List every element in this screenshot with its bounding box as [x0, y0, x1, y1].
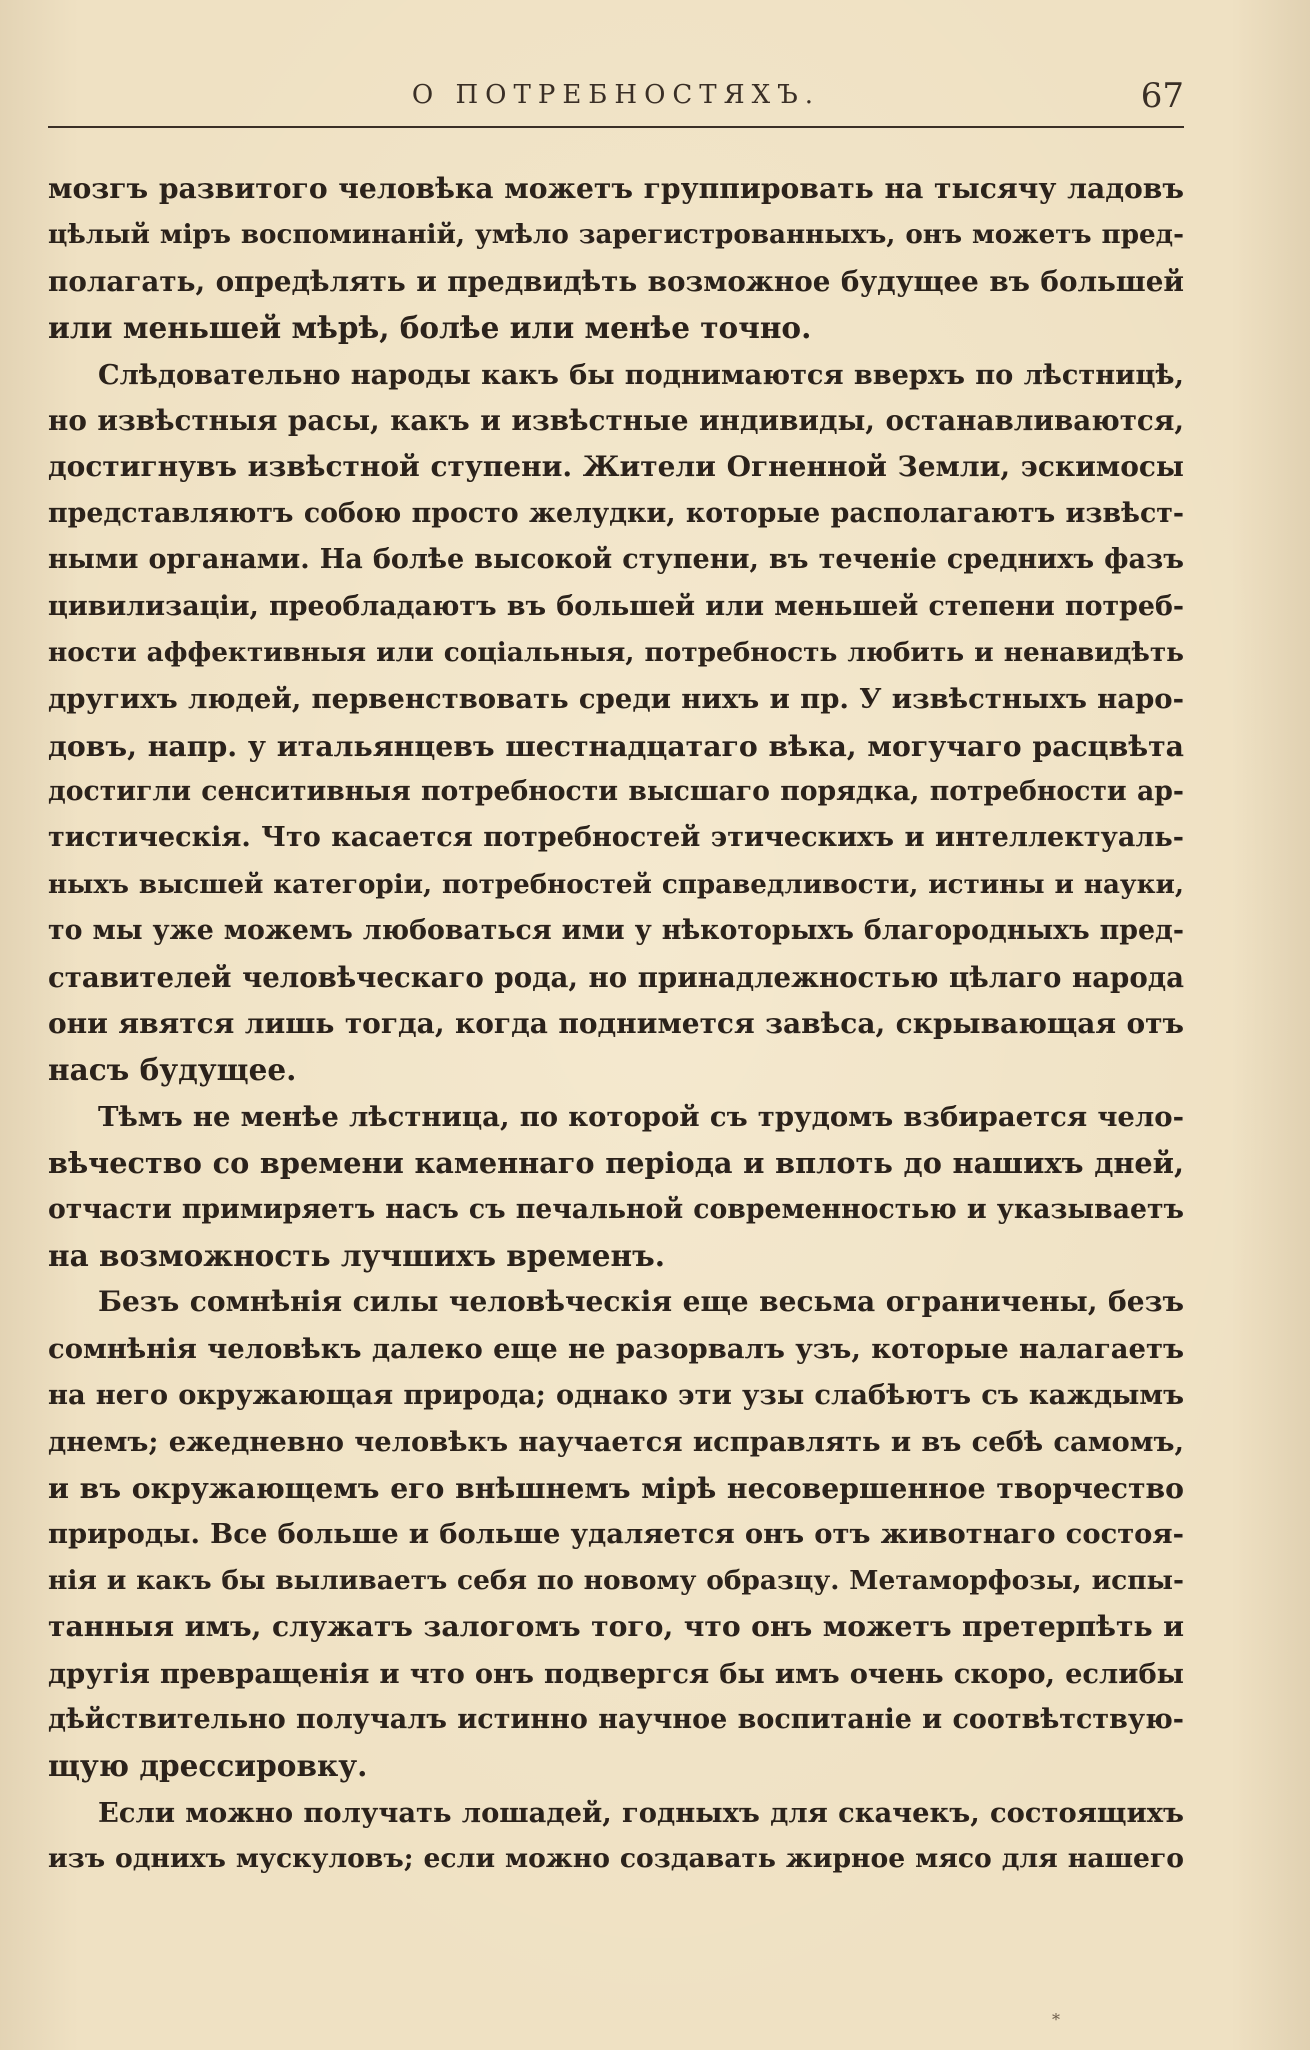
text-line: другихъ людей, первенствовать среди нихъ и пр. У извѣстныхъ наро-	[48, 683, 1184, 716]
text-line: нія и какъ бы выливаетъ себя по новому образцу. Метаморфозы, испы-	[48, 1564, 1184, 1596]
body-text	[48, 166, 1184, 1882]
text-line: дѣйствительно получалъ истинно научное воспитаніе и соотвѣтствую-	[48, 1703, 1184, 1735]
paragraph-4	[48, 1279, 1184, 1789]
text-line: представляютъ собою просто желудки, которые располагаютъ извѣст-	[48, 497, 1184, 529]
running-head-title: О ПОТРЕБНОСТЯХЪ.	[411, 80, 821, 110]
footer-mark: *	[1052, 2010, 1060, 2029]
text-line: на него окружающая природа; однако эти узы слабѣютъ съ каждымъ	[48, 1379, 1184, 1412]
text-line: Слѣдовательно народы какъ бы поднимаются вверхъ по лѣстницѣ,	[98, 358, 1184, 391]
text-line: изъ однихъ мускуловъ; если можно создавать жирное мясо для нашего	[48, 1843, 1184, 1875]
paragraph-1	[48, 166, 1184, 352]
text-line: ныхъ высшей категоріи, потребностей справедливости, истины и науки,	[48, 868, 1184, 900]
running-head	[48, 76, 1184, 126]
paragraph-3	[48, 1094, 1184, 1280]
text-line: Если можно получать лошадей, годныхъ для скачекъ, состоящихъ	[98, 1796, 1184, 1829]
text-line: или меньшей мѣрѣ, болѣе или менѣе точно.	[48, 310, 812, 346]
text-line: вѣчество со времени каменнаго періода и вплоть до нашихъ дней,	[48, 1146, 1184, 1181]
text-line: но извѣстныя расы, какъ и извѣстные индивиды, останавливаются,	[48, 403, 1184, 437]
text-line: достигнувъ извѣстной ступени. Жители Огненной Земли, эскимосы	[48, 450, 1184, 484]
text-line: танныя имъ, служатъ залогомъ того, что онъ можетъ претерпѣть и	[48, 1610, 1184, 1644]
text-line: отчасти примиряетъ насъ съ печальной современностью и указываетъ	[48, 1193, 1184, 1225]
text-line: ными органами. На болѣе высокой ступени, въ теченіе среднихъ фазъ	[48, 544, 1184, 576]
text-line: природы. Все больше и больше удаляется онъ отъ животнаго состоя-	[48, 1518, 1184, 1551]
paragraph-5	[48, 1790, 1184, 1883]
text-line: Безъ сомнѣнія силы человѣческія еще весьма ограничены, безъ	[98, 1285, 1184, 1319]
text-line: на возможность лучшихъ временъ.	[48, 1237, 665, 1273]
text-line: сомнѣнія человѣкъ далеко еще не разорвалъ узъ, которые налагаетъ	[48, 1332, 1184, 1365]
page-number: 67	[1140, 76, 1184, 116]
header-rule	[48, 126, 1184, 128]
paragraph-2	[48, 352, 1184, 1094]
text-line: полагать, опредѣлять и предвидѣть возможное будущее въ большей	[48, 264, 1184, 298]
text-line: насъ будущее.	[48, 1052, 297, 1088]
text-line: ности аффективныя или соціальныя, потребность любить и ненавидѣть	[48, 636, 1184, 668]
text-line: тистическія. Что касается потребностей этическихъ и интеллектуаль-	[48, 822, 1184, 854]
text-line: цивилизаціи, преобладаютъ въ большей или меньшей степени потреб-	[48, 590, 1184, 622]
text-line: довъ, напр. у итальянцевъ шестнадцатаго вѣка, могучаго расцвѣта	[48, 728, 1184, 763]
text-line: то мы уже можемъ любоваться ими у нѣкоторыхъ благородныхъ пред-	[48, 915, 1184, 947]
text-line: мозгъ развитого человѣка можетъ группировать на тысячу ладовъ	[48, 172, 1184, 205]
text-line: достигли сенситивныя потребности высшаго порядка, потребности ар-	[48, 776, 1184, 808]
text-line: ставителей человѣческаго рода, но принадлежностью цѣлаго народа	[48, 960, 1184, 994]
text-line: они явятся лишь тогда, когда поднимется завѣса, скрывающая отъ	[48, 1007, 1184, 1041]
text-line: щую дрессировку.	[48, 1748, 368, 1784]
text-line: другія превращенія и что онъ подвергся бы имъ очень скоро, еслибы	[48, 1657, 1184, 1690]
text-line: цѣлый міръ воспоминаній, умѣло зарегистрованныхъ, онъ можетъ пред-	[48, 219, 1184, 251]
text-line: и въ окружающемъ его внѣшнемъ мірѣ несовершенное творчество	[48, 1470, 1184, 1505]
text-line: днемъ; ежедневно человѣкъ научается исправлять и въ себѣ самомъ,	[48, 1425, 1184, 1458]
text-line: Тѣмъ не менѣе лѣстница, по которой съ трудомъ взбирается чело-	[98, 1100, 1184, 1133]
